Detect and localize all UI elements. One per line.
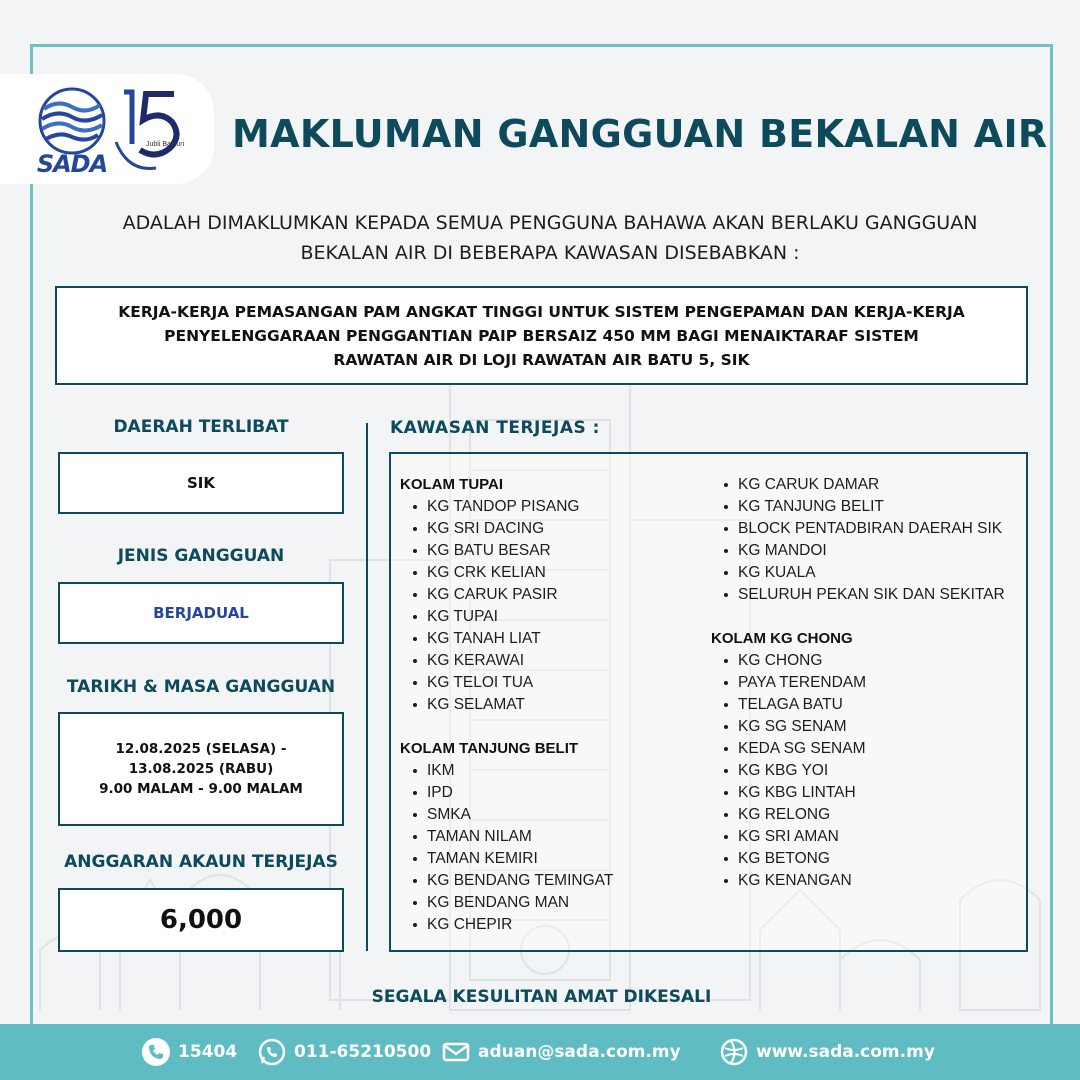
list-item: KG CHEPIR	[400, 914, 700, 936]
district-label: DAERAH TERLIBAT	[113, 417, 289, 437]
datetime-label: TARIKH & MASA GANGGUAN	[66, 677, 336, 697]
accounts-label: ANGGARAN AKAUN TERJEJAS	[64, 852, 338, 872]
list-item: KG KENANGAN	[711, 870, 1011, 892]
areas-box	[389, 452, 1028, 952]
district-value-box	[58, 452, 344, 514]
intro-line-2: BEKALAN AIR DI BEBERAPA KAWASAN DISEBABKAN :	[300, 242, 800, 264]
list-item: KG MANDOI	[711, 540, 1011, 562]
list-item: KG BATU BESAR	[400, 540, 700, 562]
list-item: SMKA	[400, 804, 700, 826]
list-item: KG SRI DACING	[400, 518, 700, 540]
list-item: TAMAN KEMIRI	[400, 848, 700, 870]
district-value: SIK	[186, 474, 215, 492]
list-item: KG KBG YOI	[711, 760, 1011, 782]
list-item: KG SG SENAM	[711, 716, 1011, 738]
list-item: KG TANDOP PISANG	[400, 496, 700, 518]
contact-website[interactable]	[720, 1038, 935, 1066]
areas-column-right	[711, 474, 1011, 892]
disruption-type-box	[58, 582, 344, 644]
datetime-line-1: 12.08.2025 (SELASA) -	[115, 741, 287, 757]
contact-phone[interactable]	[142, 1038, 237, 1066]
jubilee-15-logo-icon	[110, 86, 200, 176]
cause-line-3: RAWATAN AIR DI LOJI RAWATAN AIR BATU 5, SIK	[333, 350, 750, 369]
list-item: KG TELOI TUA	[400, 672, 700, 694]
group-title-kolam-tanjung-belit: KOLAM TANJUNG BELIT	[400, 740, 579, 757]
cause-line-1: KERJA-KERJA PEMASANGAN PAM ANGKAT TINGGI UNTUK SISTEM PENGEPAMAN DAN KERJA-KERJA	[118, 302, 965, 321]
list-item: KG KUALA	[711, 562, 1011, 584]
list-item: IPD	[400, 782, 700, 804]
email-address: aduan@sada.com.my	[478, 1042, 681, 1062]
intro-text	[60, 208, 1040, 268]
datetime-line-2: 13.08.2025 (RABU)	[128, 761, 274, 777]
list-item: KG CARUK PASIR	[400, 584, 700, 606]
list-item: KG CHONG	[711, 650, 1011, 672]
areas-column-left	[400, 474, 700, 936]
phone-icon	[142, 1038, 170, 1066]
accounts-box	[58, 888, 344, 952]
whatsapp-number: 011-65210500	[294, 1042, 432, 1062]
list-item: KEDA SG SENAM	[711, 738, 1011, 760]
group-list-kolam-tanjung-belit-continued	[711, 474, 1011, 606]
group-title-kolam-kg-chong: KOLAM KG CHONG	[711, 630, 853, 647]
page-title: MAKLUMAN GANGGUAN BEKALAN AIR	[232, 112, 1048, 156]
logo-panel	[0, 74, 214, 184]
contact-email[interactable]	[442, 1038, 681, 1066]
group-list-kolam-tanjung-belit	[400, 760, 700, 936]
list-item: KG CRK KELIAN	[400, 562, 700, 584]
vertical-divider	[366, 423, 368, 951]
contact-footer	[0, 1024, 1080, 1080]
list-item: IKM	[400, 760, 700, 782]
website-url: www.sada.com.my	[756, 1042, 935, 1062]
list-item: KG KERAWAI	[400, 650, 700, 672]
list-item: TELAGA BATU	[711, 694, 1011, 716]
list-item: KG CARUK DAMAR	[711, 474, 1011, 496]
list-item: KG TANJUNG BELIT	[711, 496, 1011, 518]
list-item: KG SELAMAT	[400, 694, 700, 716]
jubilee-caption: Jubli Baiduri	[146, 141, 185, 148]
list-item: PAYA TERENDAM	[711, 672, 1011, 694]
list-item: TAMAN NILAM	[400, 826, 700, 848]
disruption-type-value: BERJADUAL	[153, 604, 249, 622]
cause-box	[55, 286, 1028, 385]
group-title-kolam-tupai: KOLAM TUPAI	[400, 476, 504, 493]
closing-message: SEGALA KESULITAN AMAT DIKESALI	[371, 987, 712, 1007]
list-item: KG RELONG	[711, 804, 1011, 826]
list-item: KG BETONG	[711, 848, 1011, 870]
list-item: KG SRI AMAN	[711, 826, 1011, 848]
list-item: KG TUPAI	[400, 606, 700, 628]
group-list-kolam-tupai	[400, 496, 700, 716]
intro-line-1: ADALAH DIMAKLUMKAN KEPADA SEMUA PENGGUNA BAHAWA AKAN BERLAKU GANGGUAN	[122, 212, 978, 234]
list-item: KG TANAH LIAT	[400, 628, 700, 650]
datetime-box	[58, 712, 344, 826]
cause-line-2: PENYELENGGARAAN PENGGANTIAN PAIP BERSAIZ 450 MM BAGI MENAIKTARAF SISTEM	[164, 326, 919, 345]
list-item: KG BENDANG TEMINGAT	[400, 870, 700, 892]
list-item: BLOCK PENTADBIRAN DAERAH SIK	[711, 518, 1011, 540]
globe-icon	[720, 1038, 748, 1066]
sada-wave-logo-icon	[36, 87, 108, 157]
list-item: KG KBG LINTAH	[711, 782, 1011, 804]
areas-heading: KAWASAN TERJEJAS :	[390, 418, 600, 438]
list-item: SELURUH PEKAN SIK DAN SEKITAR	[711, 584, 1011, 606]
group-list-kolam-kg-chong	[711, 650, 1011, 892]
phone-number: 15404	[178, 1042, 238, 1062]
accounts-value: 6,000	[159, 905, 243, 935]
datetime-line-3: 9.00 MALAM - 9.00 MALAM	[99, 781, 303, 797]
contact-whatsapp[interactable]	[258, 1038, 431, 1066]
list-item: KG BENDANG MAN	[400, 892, 700, 914]
whatsapp-icon	[258, 1038, 286, 1066]
cause-text	[82, 300, 1002, 372]
logo-brand-text: SADA	[36, 150, 108, 178]
disruption-type-label: JENIS GANGGUAN	[117, 546, 285, 566]
email-icon	[442, 1038, 470, 1066]
